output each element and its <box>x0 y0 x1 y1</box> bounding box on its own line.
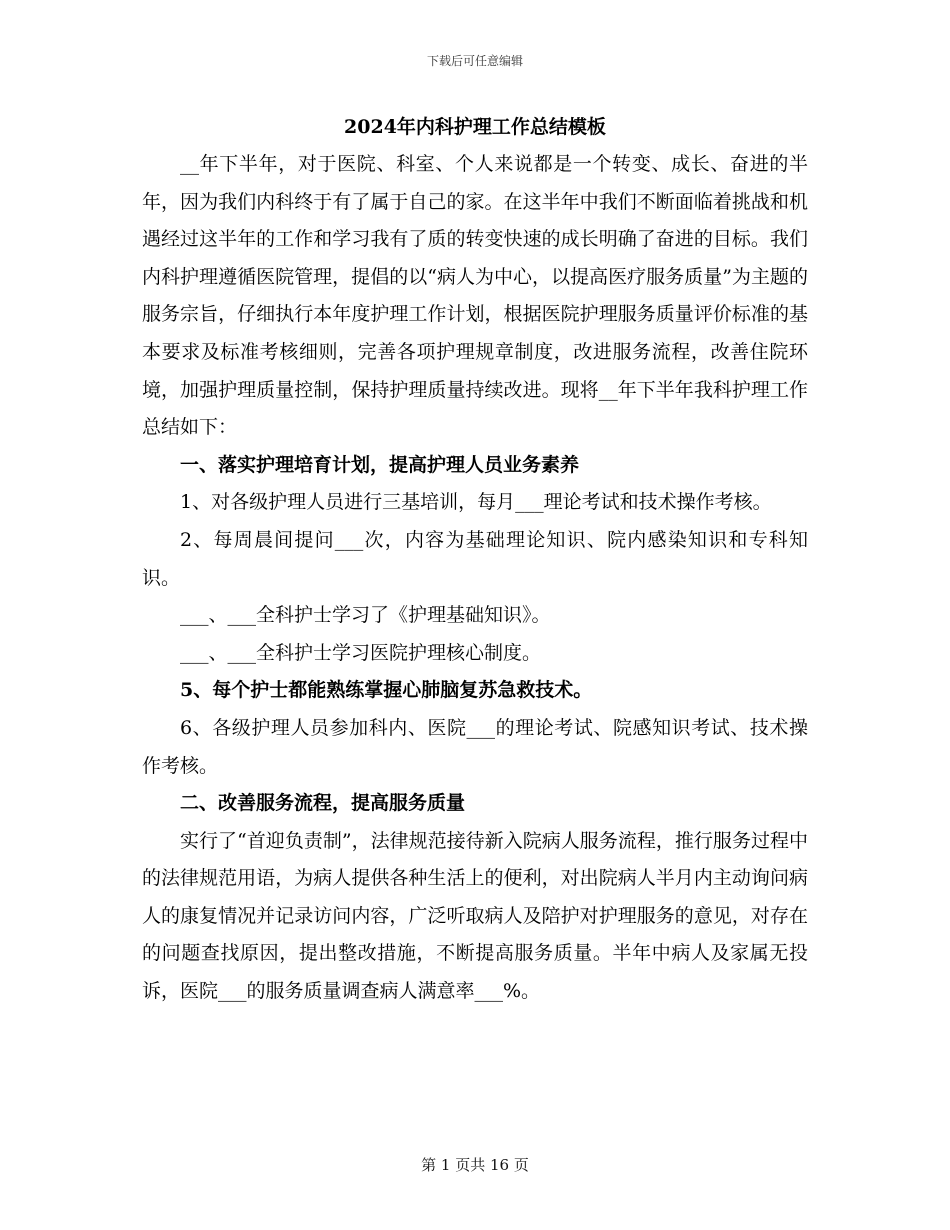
document-body <box>142 108 808 1011</box>
service-paragraph: 实行了“首迎负责制”，法律规范接待新入院病人服务流程，推行服务过程中的法律规范用语，为病人提供各种生活上的便利，对出院病人半月内主动询问病人的康复情况并记录访问内容，广泛听取病人及陪护对护理服务的意见，对存在的问题查找原因，提出整改措施，不断提高服务质量。半年中病人及家属无投诉，医院___的服务质量调查病人满意率___%。 <box>142 829 808 1003</box>
list-item-2: 2、每周晨间提问___次，内容为基础理论知识、院内感染知识和专科知识。 <box>142 528 808 589</box>
page-footer: 第 1 页共 16 页 <box>421 1156 529 1174</box>
intro-paragraph: __年下半年，对于医院、科室、个人来说都是一个转变、成长、奋进的半年，因为我们内科终于有了属于自己的家。在这半年中我们不断面临着挑战和机遇经过这半年的工作和学习我有了质的转变快速的成长明确了奋进的目标。我们内科护理遵循医院管理，提倡的以“病人为中心，以提高医疗服务质量”为主题的服务宗旨，仔细执行本年度护理工作计划，根据医院护理服务质量评价标准的基本要求及标准考核细则，完善各项护理规章制度，改进服务流程，改善住院环境，加强护理质量控制，保持护理质量持续改进。现将__年下半年我科护理工作总结如下： <box>142 153 808 439</box>
list-item-6: 6、各级护理人员参加科内、医院___的理论考试、院感知识考试、技术操作考核。 <box>142 716 808 777</box>
list-item-4: ___、___全科护士学习医院护理核心制度。 <box>180 641 542 664</box>
header-note: 下载后可任意编辑 <box>426 54 523 68</box>
list-item-3: ___、___全科护士学习了《护理基础知识》。 <box>180 604 551 627</box>
list-item-1: 1、对各级护理人员进行三基培训，每月___理论考试和技术操作考核。 <box>180 491 772 514</box>
list-item-5: 5、每个护士都能熟练掌握心肺脑复苏急救技术。 <box>180 679 593 702</box>
section-heading-2: 二、改善服务流程，提高服务质量 <box>180 792 466 815</box>
section-heading-1: 一、落实护理培育计划，提高护理人员业务素养 <box>180 453 580 476</box>
document-title: 2024年内科护理工作总结模板 <box>344 116 606 138</box>
